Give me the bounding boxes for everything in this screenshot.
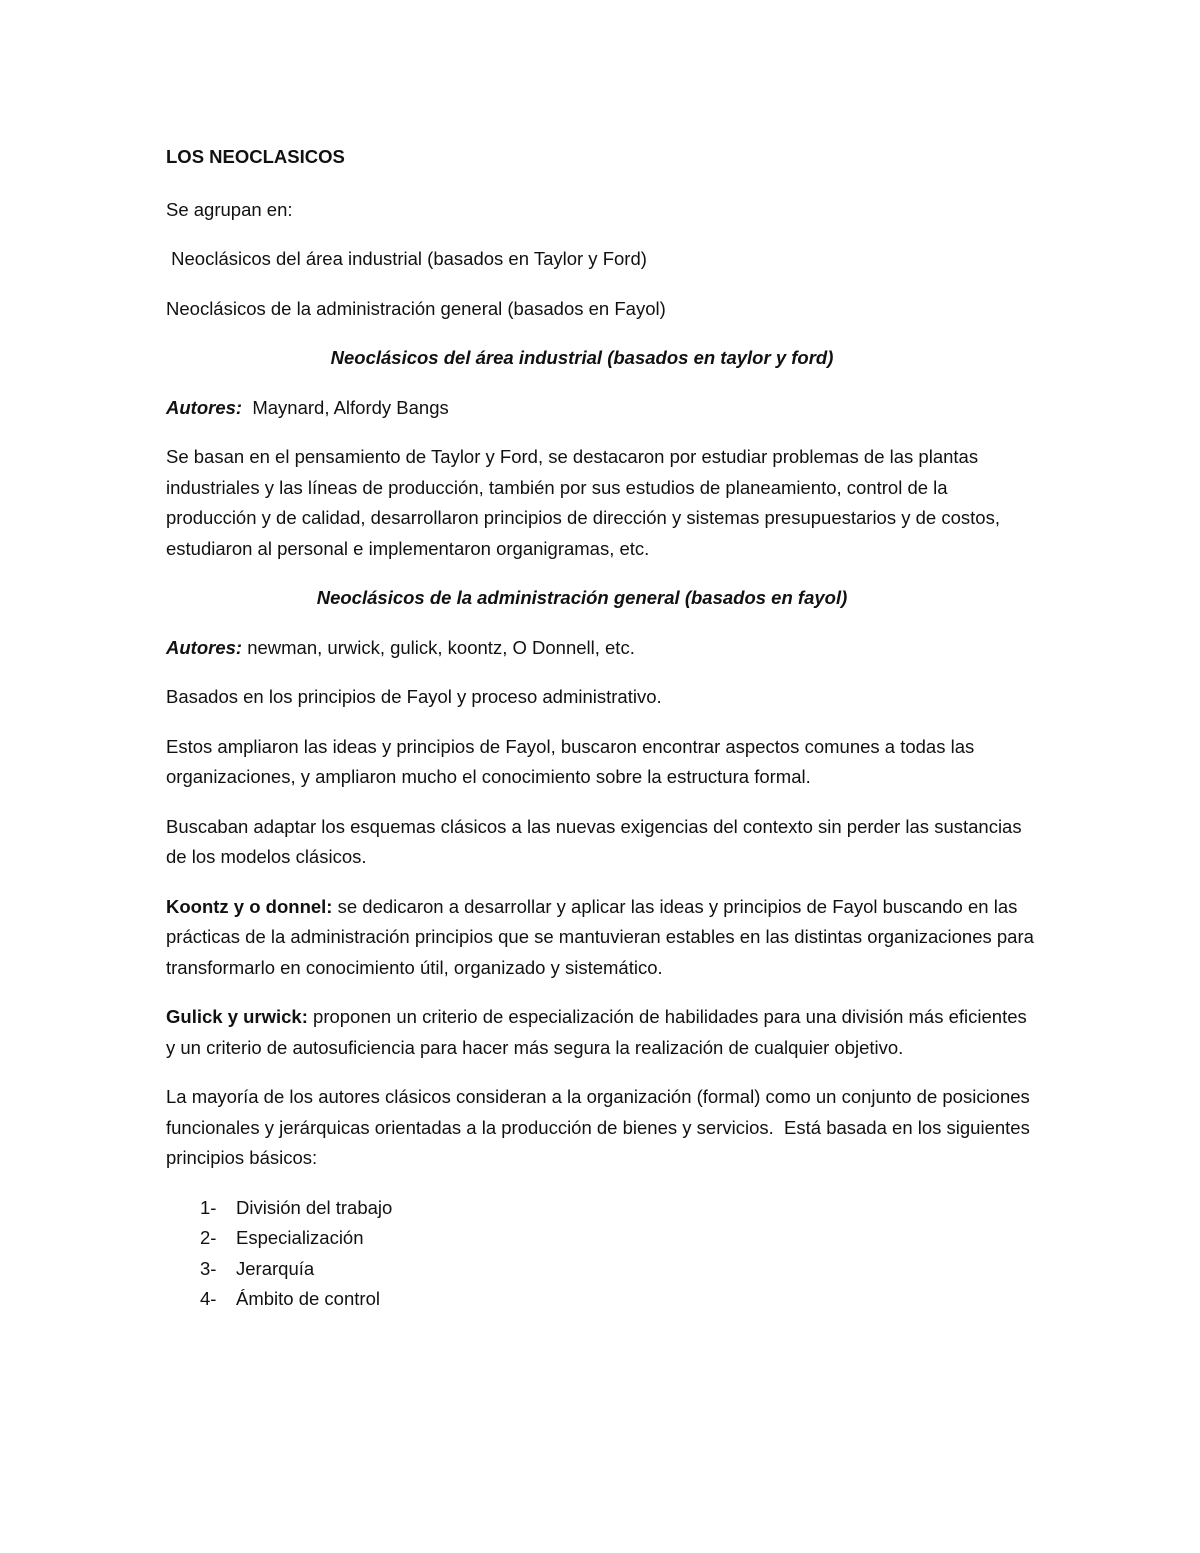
list-item <box>166 1193 1036 1224</box>
authors-industrial <box>166 393 1036 424</box>
list-item-number: 2- <box>200 1227 217 1248</box>
group-industrial: Neoclásicos del área industrial (basados en Taylor y Ford) <box>166 248 647 269</box>
paragraph-koontz <box>166 892 1036 984</box>
section-heading-general-admin: Neoclásicos de la administración general (basados en fayol) <box>316 587 848 608</box>
gulick-label: Gulick y urwick: <box>166 1006 308 1027</box>
intro-paragraph: Se agrupan en: <box>166 198 293 220</box>
authors-names: newman, urwick, gulick, koontz, O Donnell, etc. <box>242 636 635 658</box>
list-item-number: 1- <box>200 1196 217 1218</box>
list-item-label: División del trabajo <box>236 1196 393 1218</box>
paragraph-adapt-schemes: Buscaban adaptar los esquemas clásicos a las nuevas exigencias del contexto sin perder las sustancias de los modelos clásicos. <box>166 815 1022 867</box>
industrial-description: Se basan en el pensamiento de Taylor y Ford, se destacaron por estudiar problemas de las plantas industriales y las líneas de producción, también por sus estudios de planeamiento, control de la producción y de calidad, desarrollaron principios de dirección y sistemas presupuestarios y de costos, estudiaron al personal e implementaron organigramas, etc. <box>166 446 1000 559</box>
principles-list <box>166 1193 1036 1315</box>
list-item-number: 3- <box>200 1257 217 1279</box>
group-general-admin: Neoclásicos de la administración general (basados en Fayol) <box>166 297 666 319</box>
list-item-label: Especialización <box>236 1227 364 1248</box>
list-item <box>166 1284 1036 1315</box>
document-body <box>166 142 1036 1315</box>
list-item <box>166 1223 1036 1254</box>
paragraph-expanded-ideas: Estos ampliaron las ideas y principios de Fayol, buscaron encontrar aspectos comunes a todas las organizaciones, y ampliaron mucho el conocimiento sobre la estructura formal. <box>166 735 975 787</box>
paragraph-fayol-principles: Basados en los principios de Fayol y proceso administrativo. <box>166 686 662 707</box>
authors-names: Maynard, Alfordy Bangs <box>242 396 449 418</box>
paragraph-formal-organization: La mayoría de los autores clásicos consideran a la organización (formal) como un conjunto de posiciones funcionales y jerárquicas orientadas a la producción de bienes y servicios. Está basada en los siguientes principios básicos: <box>166 1086 1035 1168</box>
authors-label: Autores: <box>166 636 243 658</box>
authors-label: Autores: <box>166 396 243 418</box>
list-item-label: Ámbito de control <box>236 1288 380 1309</box>
list-item <box>166 1254 1036 1285</box>
section-heading-industrial: Neoclásicos del área industrial (basados en taylor y ford) <box>330 347 834 368</box>
list-item-label: Jerarquía <box>236 1257 315 1279</box>
document-title: LOS NEOCLASICOS <box>166 146 345 167</box>
gulick-text: proponen un criterio de especialización de habilidades para una división más eficientes y un criterio de autosuficiencia para hacer más segura la realización de cualquier objetivo. <box>166 1006 1027 1058</box>
paragraph-gulick <box>166 1002 1036 1063</box>
koontz-text: se dedicaron a desarrollar y aplicar las ideas y principios de Fayol buscando en las prácticas de la administración principios que se mantuvieran estables en las distintas organizaciones para transformarlo en conocimiento útil, organizado y sistemático. <box>166 895 1034 978</box>
authors-general-admin <box>166 633 1036 664</box>
koontz-label: Koontz y o donnel: <box>166 895 333 917</box>
list-item-number: 4- <box>200 1288 217 1309</box>
